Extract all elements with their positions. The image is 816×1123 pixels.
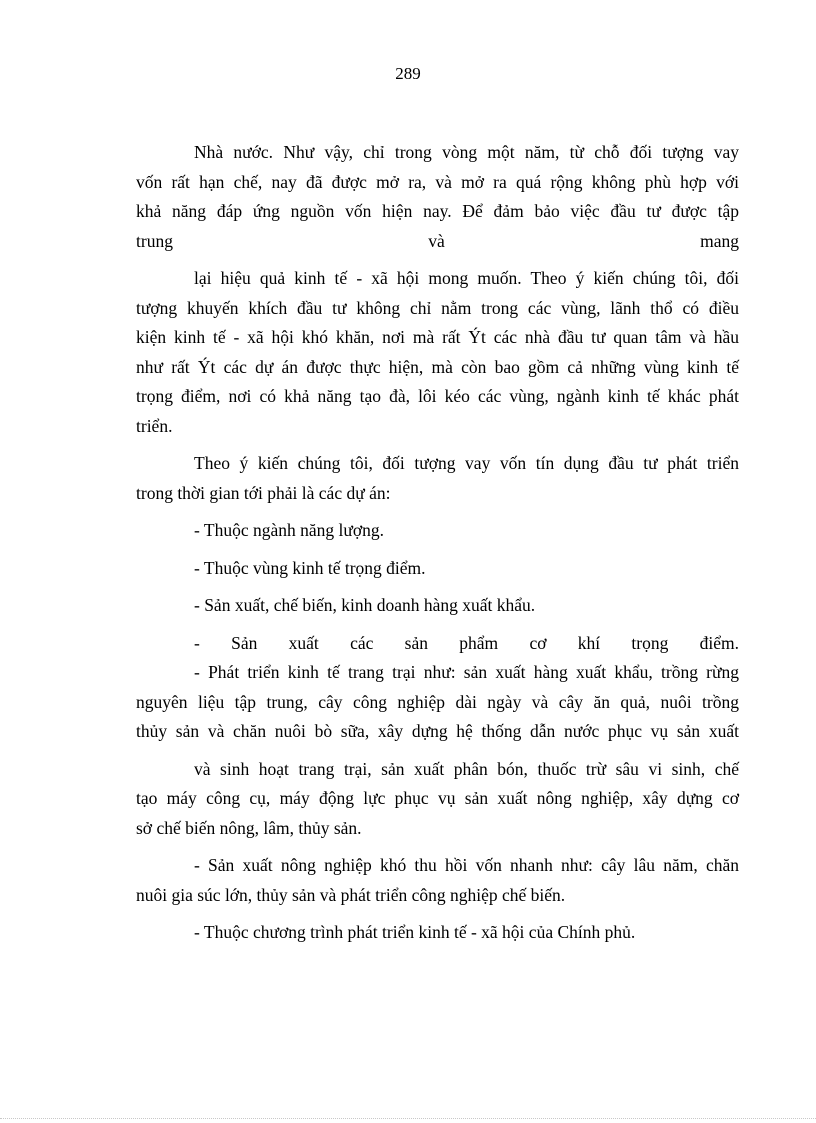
list-item: [136, 629, 739, 659]
text-line: - Sản xuất, chế biến, kinh doanh hàng xuất khẩu.: [194, 595, 536, 615]
list-item: [136, 851, 739, 910]
text-line: - Thuộc chương trình phát triển kinh tế - xã hội của Chính phủ.: [194, 922, 636, 942]
text-line: trung và mang: [136, 230, 739, 251]
text-line: vốn rất hạn chế, nay đã được mở ra, và mở ra quá rộng không phù hợp với: [136, 171, 739, 192]
text-line: sở chế biến nông, lâm, thủy sản.: [136, 817, 362, 838]
text-line: Theo ý kiến chúng tôi, đối tượng vay vốn tín dụng đầu tư phát triển: [194, 453, 739, 473]
text-line: Nhà nước. Như vậy, chỉ trong vòng một năm, từ chỗ đối tượng vay: [194, 142, 739, 162]
text-line: nuôi gia súc lớn, thủy sản và phát triển công nghiệp chế biến.: [136, 884, 566, 905]
document-body: [136, 138, 739, 948]
text-line: khả năng đáp ứng nguồn vốn hiện nay. Để đảm bảo việc đầu tư được tập: [136, 201, 739, 221]
list-item: [136, 516, 739, 546]
text-line: trọng điểm, nơi có khả năng tạo đà, lôi kéo các vùng, ngành kinh tế khác phát: [136, 386, 739, 406]
text-line: triển.: [136, 415, 173, 436]
text-line: - Thuộc ngành năng lượng.: [194, 520, 384, 540]
text-line: trong thời gian tới phải là các dự án:: [136, 482, 391, 503]
text-line: kiện kinh tế - xã hội khó khăn, nơi mà rất Ýt các nhà đầu tư quan tâm và hầu: [136, 327, 739, 347]
list-item: [136, 591, 739, 621]
paragraph: [136, 449, 739, 508]
page-bottom-rule: [0, 1118, 816, 1119]
text-line: - Sản xuất các sản phẩm cơ khí trọng điểm.: [194, 632, 739, 653]
text-line: tượng khuyến khích đầu tư không chỉ nằm trong các vùng, lãnh thổ có điều: [136, 297, 739, 318]
paragraph: [136, 755, 739, 844]
text-line: thủy sản và chăn nuôi bò sữa, xây dựng hệ thống dẫn nước phục vụ sản xuất: [136, 721, 739, 741]
page-number: 289: [395, 64, 421, 83]
list-item: [136, 554, 739, 584]
list-item: [136, 658, 739, 747]
text-line: tạo máy công cụ, máy động lực phục vụ sản xuất nông nghiệp, xây dựng cơ: [136, 788, 739, 808]
paragraph: [136, 138, 739, 256]
text-line: - Phát triển kinh tế trang trại như: sản xuất hàng xuất khẩu, trồng rừng: [194, 662, 739, 682]
text-line: - Sản xuất nông nghiệp khó thu hồi vốn nhanh như: cây lâu năm, chăn: [194, 855, 739, 875]
text-line: như rất Ýt các dự án được thực hiện, mà còn bao gồm cả những vùng kinh tế: [136, 356, 739, 377]
text-line: và sinh hoạt trang trại, sản xuất phân bón, thuốc trừ sâu vi sinh, chế: [194, 758, 739, 779]
paragraph: [136, 264, 739, 441]
text-line: - Thuộc vùng kinh tế trọng điểm.: [194, 557, 426, 578]
list-item: [136, 918, 739, 948]
text-line: nguyên liệu tập trung, cây công nghiệp dài ngày và cây ăn quả, nuôi trồng: [136, 691, 739, 712]
text-line: lại hiệu quả kinh tế - xã hội mong muốn. Theo ý kiến chúng tôi, đối: [194, 268, 739, 288]
